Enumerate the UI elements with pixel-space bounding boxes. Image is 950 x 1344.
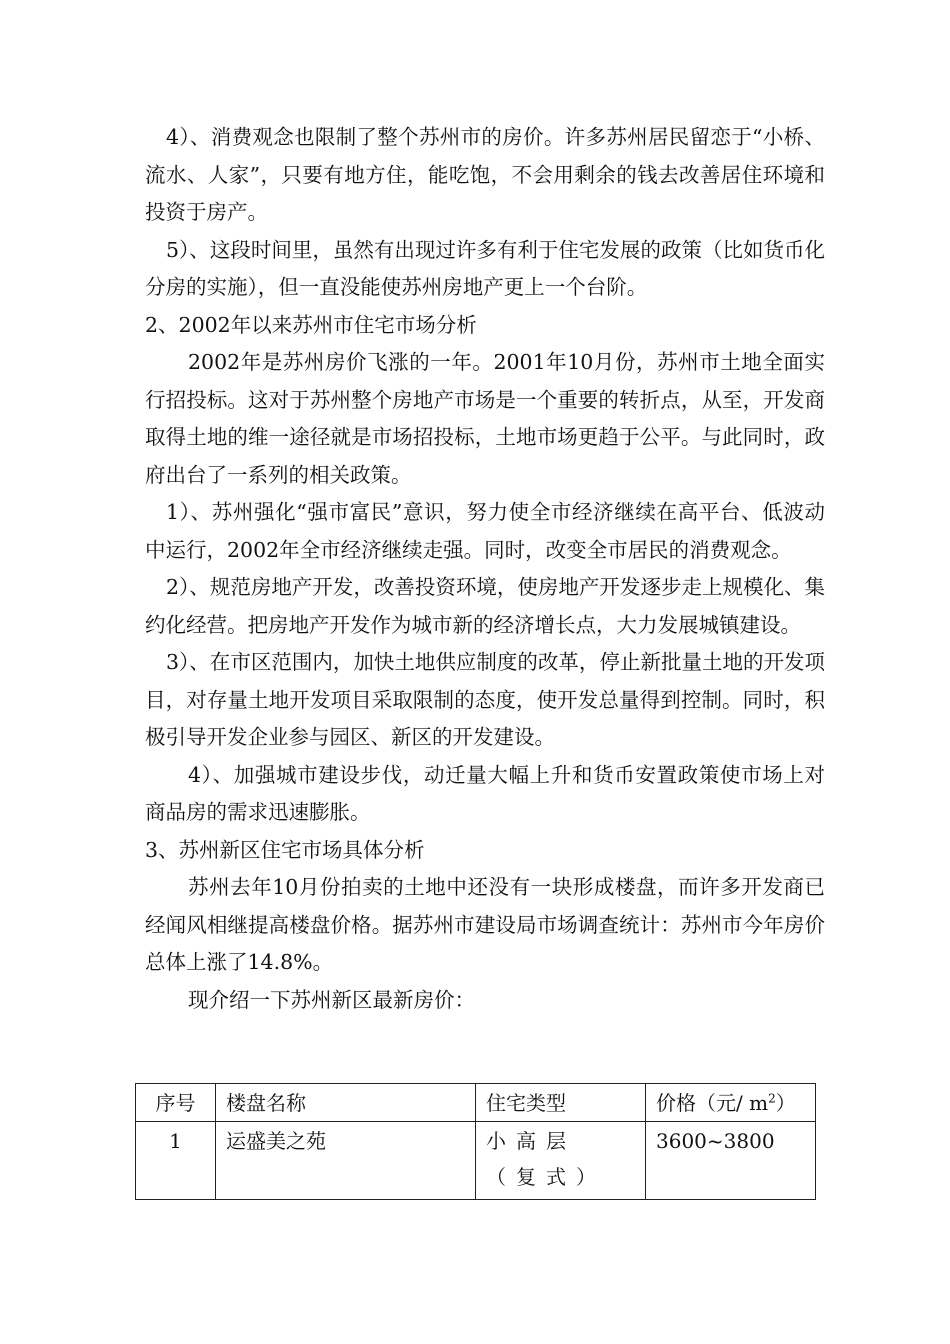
price-table	[135, 1083, 816, 1200]
header-housing-type: 住宅类型	[476, 1084, 646, 1122]
paragraph-policy-1: 1）、苏州强化“强市富民”意识，努力使全市经济继续在高平台、低波动中运行，2002年全市经济继续走强。同时，改变全市居民的消费观念。	[145, 500, 825, 562]
cell-price: 3600~3800	[646, 1122, 816, 1200]
section-heading-2: 2、2002年以来苏州市住宅市场分析	[145, 312, 477, 337]
table-header-row	[136, 1084, 816, 1122]
paragraph-2002-prices: 2002年是苏州房价飞涨的一年。2001年10月份，苏州市土地全面实行招投标。这对于苏州整个房地产市场是一个重要的转折点，从至，开发商取得土地的维一途径就是市场招投标，土地市场更趋于公平。与此同时，政府出台了一系列的相关政策。	[145, 350, 825, 487]
header-number: 序号	[136, 1084, 216, 1122]
header-price-close: ）	[775, 1091, 796, 1115]
document-body	[145, 119, 825, 1019]
cell-property-name: 运盛美之苑	[216, 1122, 476, 1200]
cell-housing-type: 小高层（复式）	[476, 1122, 646, 1200]
header-price	[646, 1084, 816, 1122]
paragraph-policy-4: 4）、加强城市建设步伐，动迁量大幅上升和货币安置政策使市场上对商品房的需求迅速膨胀。	[145, 762, 825, 824]
paragraph-table-intro: 现介绍一下苏州新区最新房价：	[188, 987, 475, 1012]
cell-number: 1	[136, 1122, 216, 1200]
section-heading-3: 3、苏州新区住宅市场具体分析	[145, 837, 425, 862]
header-price-label: 价格（元/ m	[656, 1091, 769, 1115]
header-property-name: 楼盘名称	[216, 1084, 476, 1122]
table-row	[136, 1122, 816, 1200]
paragraph-policy-period: 5）、这段时间里，虽然有出现过许多有利于住宅发展的政策（比如货币化分房的实施），但一直没能使苏州房地产更上一个台阶。	[145, 237, 825, 299]
paragraph-policy-2: 2）、规范房地产开发，改善投资环境，使房地产开发逐步走上规模化、集约化经营。把房地产开发作为城市新的经济增长点，大力发展城镇建设。	[145, 575, 825, 637]
paragraph-new-district: 苏州去年10月份拍卖的土地中还没有一块形成楼盘，而许多开发商已经闻风相继提高楼盘价格。据苏州市建设局市场调查统计：苏州市今年房价总体上涨了14.8%。	[145, 875, 825, 974]
paragraph-consumption-concept: 4）、消费观念也限制了整个苏州市的房价。许多苏州居民留恋于“小桥、流水、人家”，只要有地方住，能吃饱，不会用剩余的钱去改善居住环境和投资于房产。	[145, 125, 825, 224]
paragraph-policy-3: 3）、在市区范围内，加快土地供应制度的改革，停止新批量土地的开发项目，对存量土地开发项目采取限制的态度，使开发总量得到控制。同时，积极引导开发企业参与园区、新区的开发建设。	[145, 650, 825, 749]
header-price-superscript: 2	[768, 1091, 776, 1106]
